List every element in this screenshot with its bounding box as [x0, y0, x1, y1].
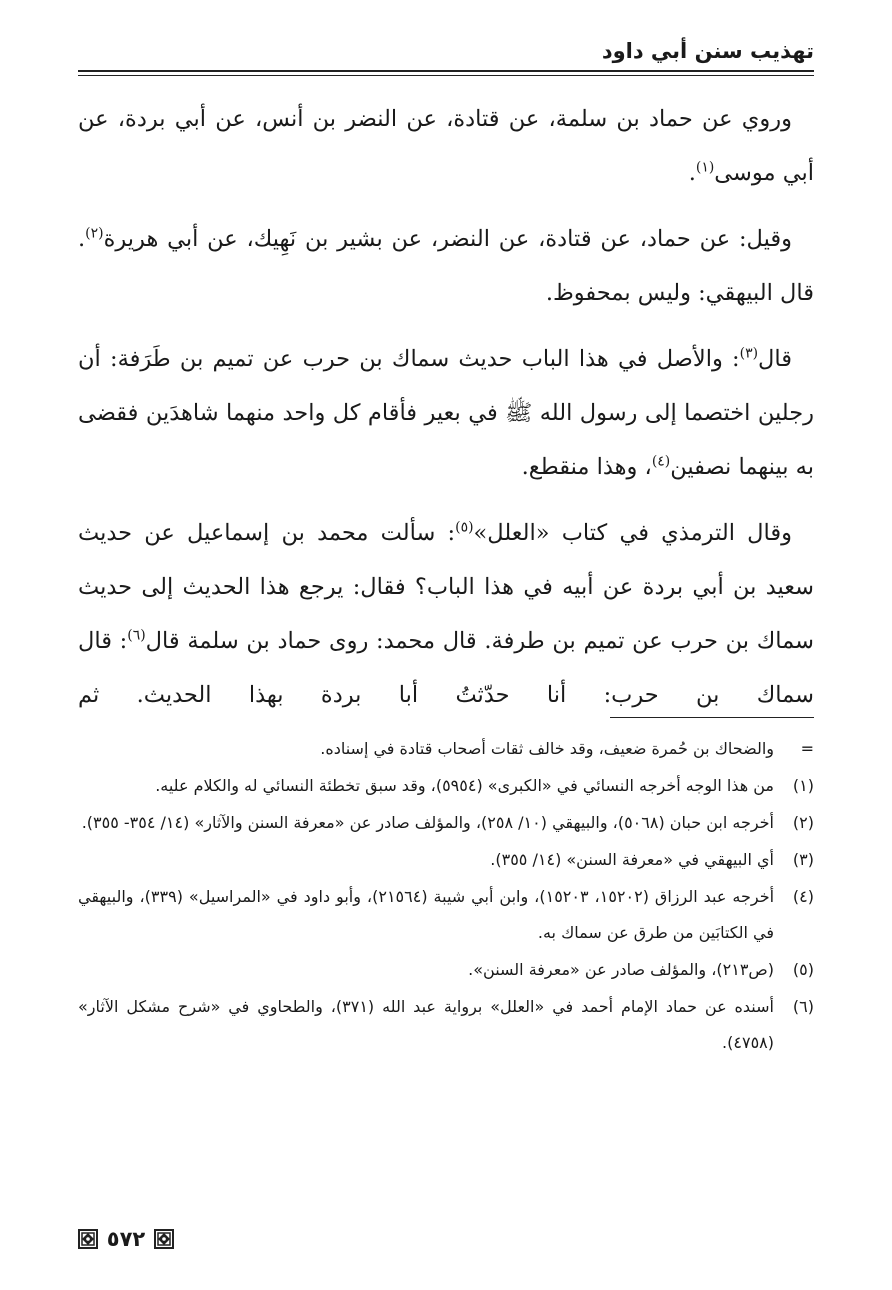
footnote-text: والضحاك بن حُمرة ضعيف، وقد خالف ثقات أصحاب قتادة في إسناده.	[320, 739, 774, 758]
footnote-continuation	[78, 731, 814, 767]
footnote-text: أخرجه عبد الرزاق (١٥٢٠٢، ١٥٢٠٣)، وابن أبي شيبة (٢١٥٦٤)، وأبو داود في «المراسيل» (٣٣٩)، والبيهقي في الكتابَين من طرق عن سماك به.	[78, 887, 775, 942]
page-folio	[78, 1226, 174, 1252]
page-number: ٥٧٢	[106, 1227, 146, 1251]
footnote-text: (ص٢١٣)، والمؤلف صادر عن «معرفة السنن».	[468, 960, 774, 979]
paragraph-4-start: وقال الترمذي في كتاب «العلل»	[473, 520, 792, 546]
ornament-icon	[154, 1229, 174, 1249]
footnote-4	[78, 879, 814, 951]
header-rule-thin	[78, 75, 814, 76]
footnote-number: (٥)	[792, 960, 814, 979]
main-text	[78, 92, 814, 734]
footnote-3	[78, 842, 814, 878]
footnote-separator	[610, 717, 814, 718]
footnote-text: أخرجه ابن حبان (٥٠٦٨)، والبيهقي (١٠/ ٢٥٨)، والمؤلف صادر عن «معرفة السنن والآثار» (١٤/ ٣٥٤- ٣٥٥).	[81, 813, 774, 832]
running-header	[78, 36, 814, 68]
footnote-ref-4[interactable]: (٤)	[651, 453, 671, 470]
paragraph-1-end: .	[688, 160, 696, 186]
paragraph-4	[78, 506, 814, 722]
footnote-text: أي البيهقي في «معرفة السنن» (١٤/ ٣٥٥).	[490, 850, 774, 869]
footnote-number: =	[800, 739, 814, 758]
paragraph-1	[78, 92, 814, 200]
paragraph-2	[78, 212, 814, 320]
ornament-icon	[78, 1229, 98, 1249]
footnote-2	[78, 805, 814, 841]
footnote-1	[78, 768, 814, 804]
header-rule	[78, 70, 814, 72]
paragraph-3-end: ، وهذا منقطع.	[521, 454, 652, 480]
footnote-ref-5[interactable]: (٥)	[455, 519, 474, 536]
running-title: تهذيب سنن أبي داود	[601, 39, 814, 63]
footnote-ref-3[interactable]: (٣)	[739, 345, 759, 362]
footnotes	[78, 731, 814, 1062]
footnote-number: (١)	[792, 776, 814, 795]
footnote-number: (٢)	[792, 813, 814, 832]
footnote-text: أسنده عن حماد الإمام أحمد في «العلل» برواية عبد الله (٣٧١)، والطحاوي في «شرح مشكل الآثار» (٤٧٥٨).	[78, 997, 774, 1052]
footnote-number: (٦)	[792, 997, 814, 1016]
footnote-ref-6[interactable]: (٦)	[127, 627, 146, 644]
footnote-ref-1[interactable]: (١)	[695, 159, 715, 176]
footnote-5	[78, 952, 814, 988]
footnote-number: (٣)	[792, 850, 814, 869]
paragraph-2-text: وقيل: عن حماد، عن قتادة، عن النضر، عن بشير بن نَهِيك، عن أبي هريرة	[103, 226, 792, 252]
footnote-ref-2[interactable]: (٢)	[85, 225, 104, 242]
paragraph-3-start: قال	[758, 346, 792, 372]
paragraph-1-text: وروي عن حماد بن سلمة، عن قتادة، عن النضر بن أنس، عن أبي بردة، عن أبي موسى	[78, 106, 814, 186]
paragraph-2-end: . قال البيهقي: وليس بمحفوظ.	[78, 226, 814, 306]
footnote-6	[78, 989, 814, 1061]
footnote-text: من هذا الوجه أخرجه النسائي في «الكبرى» (٥٩٥٤)، وقد سبق تخطئة النسائي له والكلام عليه.	[155, 776, 774, 795]
paragraph-3	[78, 332, 814, 494]
paragraph-4-end: : قال سماك بن حرب: أنا حدّثتُ أبا بردة بهذا الحديث. ثم	[78, 628, 814, 708]
paragraph-4-middle: : سألت محمد بن إسماعيل عن حديث سعيد بن أبي بردة عن أبيه في هذا الباب؟ فقال: يرجع هذا الحديث إلى حديث سماك بن حرب عن تميم بن طرفة. قال محمد: روى حماد بن سلمة قال	[78, 520, 814, 654]
footnote-number: (٤)	[792, 887, 814, 906]
paragraph-3-middle: : والأصل في هذا الباب حديث سماك بن حرب عن تميم بن طَرَفة: أن رجلين اختصما إلى رسول الله ﷺ في بعير فأقام كل واحد منهما شاهدَين فقضى به بينهما نصفين	[78, 346, 814, 480]
